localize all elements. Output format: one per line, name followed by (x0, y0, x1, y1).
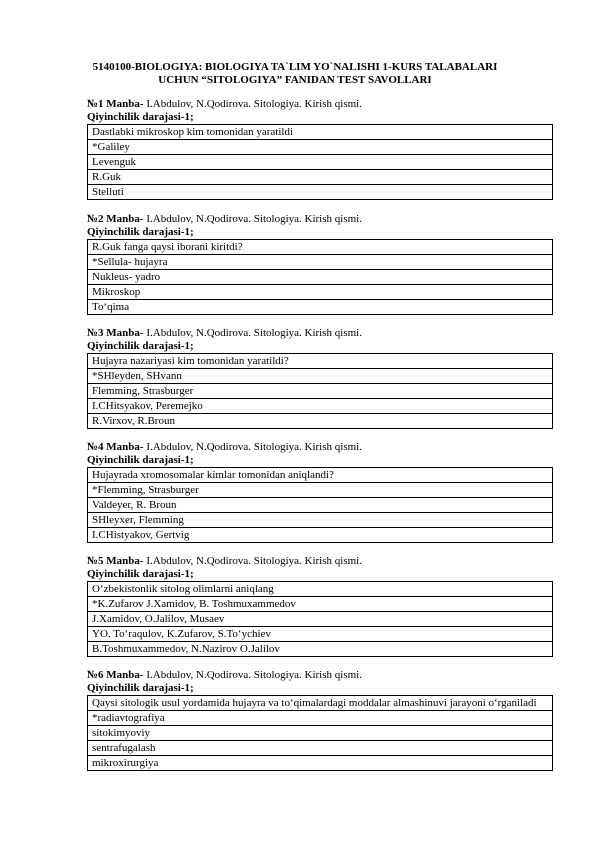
question-number: №6 Manba- (87, 669, 144, 681)
answer-option: *Flemming, Strasburger (88, 483, 553, 498)
question-header (87, 669, 553, 682)
question-text: O‘zbekistonlik sitolog olimlarni aniqlang (88, 582, 553, 597)
answer-option: B.Toshmuxammedov, N.Nazirov O.Jalilov (88, 642, 553, 657)
question-block-3 (87, 327, 553, 429)
question-block-2 (87, 213, 553, 315)
answer-option: Levenguk (88, 155, 553, 170)
answer-option: Flemming, Strasburger (88, 384, 553, 399)
question-number: №5 Manba- (87, 555, 144, 567)
question-block-1 (87, 98, 553, 200)
answer-option: Mikroskop (88, 285, 553, 300)
difficulty-level: Qiyinchilik darajasi-1; (87, 682, 194, 694)
question-source: I.Abdulov, N.Qodirova. Sitologiya. Kirish qismi. (143, 213, 362, 225)
question-text: Hujayrada xromosomalar kimlar tomonidan aniqlandi? (88, 468, 553, 483)
answer-option: mikroxirurgiya (88, 756, 553, 771)
answer-option: To‘qima (88, 300, 553, 315)
question-number: №2 Manba- (87, 213, 144, 225)
question-block-5 (87, 555, 553, 657)
document-title (60, 61, 530, 87)
question-table (87, 695, 553, 771)
question-source: I.Abdulov, N.Qodirova. Sitologiya. Kirish qismi. (143, 555, 362, 567)
answer-option: Valdeyer, R. Broun (88, 498, 553, 513)
question-header (87, 327, 553, 340)
question-block-6 (87, 669, 553, 771)
answer-option: sentrafugalash (88, 741, 553, 756)
question-table (87, 581, 553, 657)
difficulty-level: Qiyinchilik darajasi-1; (87, 340, 194, 352)
question-number: №1 Manba- (87, 98, 144, 110)
answer-option: YO. To‘raqulov, K.Zufarov, S.To‘ychiev (88, 627, 553, 642)
question-source: I.Abdulov, N.Qodirova. Sitologiya. Kirish qismi. (143, 327, 362, 339)
title-line-2: UCHUN “SITOLOGIYA” FANIDAN TEST SAVOLLARI (158, 74, 432, 86)
answer-option: Stelluti (88, 185, 553, 200)
question-number: №3 Manba- (87, 327, 144, 339)
question-text: Dastlabki mikroskop kim tomonidan yaratildi (88, 125, 553, 140)
answer-option: I.CHistyakov, Gertvig (88, 528, 553, 543)
question-table (87, 353, 553, 429)
answer-option: sitokimyoviy (88, 726, 553, 741)
answer-option: I.CHitsyakov, Peremejko (88, 399, 553, 414)
question-text: Hujayra nazariyasi kim tomonidan yaratildi? (88, 354, 553, 369)
question-header (87, 98, 553, 111)
title-line-1: 5140100-BIOLOGIYA: BIOLOGIYA TA`LIM YO`NALISHI 1-KURS TALABALARI (92, 61, 498, 73)
answer-option: R.Guk (88, 170, 553, 185)
question-block-4 (87, 441, 553, 543)
difficulty-level: Qiyinchilik darajasi-1; (87, 111, 194, 123)
answer-option: *Sellula- hujayra (88, 255, 553, 270)
question-table (87, 467, 553, 543)
answer-option: *radiavtografiya (88, 711, 553, 726)
answer-option: *K.Zufarov J.Xamidov, B. Toshmuxammedov (88, 597, 553, 612)
question-source: I.Abdulov, N.Qodirova. Sitologiya. Kirish qismi. (143, 441, 362, 453)
question-text: R.Guk fanga qaysi iborani kiritdi? (88, 240, 553, 255)
question-number: №4 Manba- (87, 441, 144, 453)
question-text: Qaysi sitologik usul yordamida hujayra va to‘qimalardagi moddalar almashinuvi jarayoni o‘rganiladi (88, 696, 553, 711)
question-header (87, 213, 553, 226)
question-table (87, 239, 553, 315)
answer-option: *SHleyden, SHvann (88, 369, 553, 384)
question-table (87, 124, 553, 200)
answer-option: *Galiley (88, 140, 553, 155)
difficulty-level: Qiyinchilik darajasi-1; (87, 226, 194, 238)
answer-option: SHleyxer, Flemming (88, 513, 553, 528)
question-header (87, 555, 553, 568)
difficulty-level: Qiyinchilik darajasi-1; (87, 454, 194, 466)
difficulty-level: Qiyinchilik darajasi-1; (87, 568, 194, 580)
answer-option: J.Xamidov, O.Jalilov, Musaev (88, 612, 553, 627)
question-source: I.Abdulov, N.Qodirova. Sitologiya. Kirish qismi. (143, 669, 362, 681)
question-header (87, 441, 553, 454)
answer-option: Nukleus- yadro (88, 270, 553, 285)
answer-option: R.Virxov, R.Broun (88, 414, 553, 429)
question-source: I.Abdulov, N.Qodirova. Sitologiya. Kirish qismi. (143, 98, 362, 110)
